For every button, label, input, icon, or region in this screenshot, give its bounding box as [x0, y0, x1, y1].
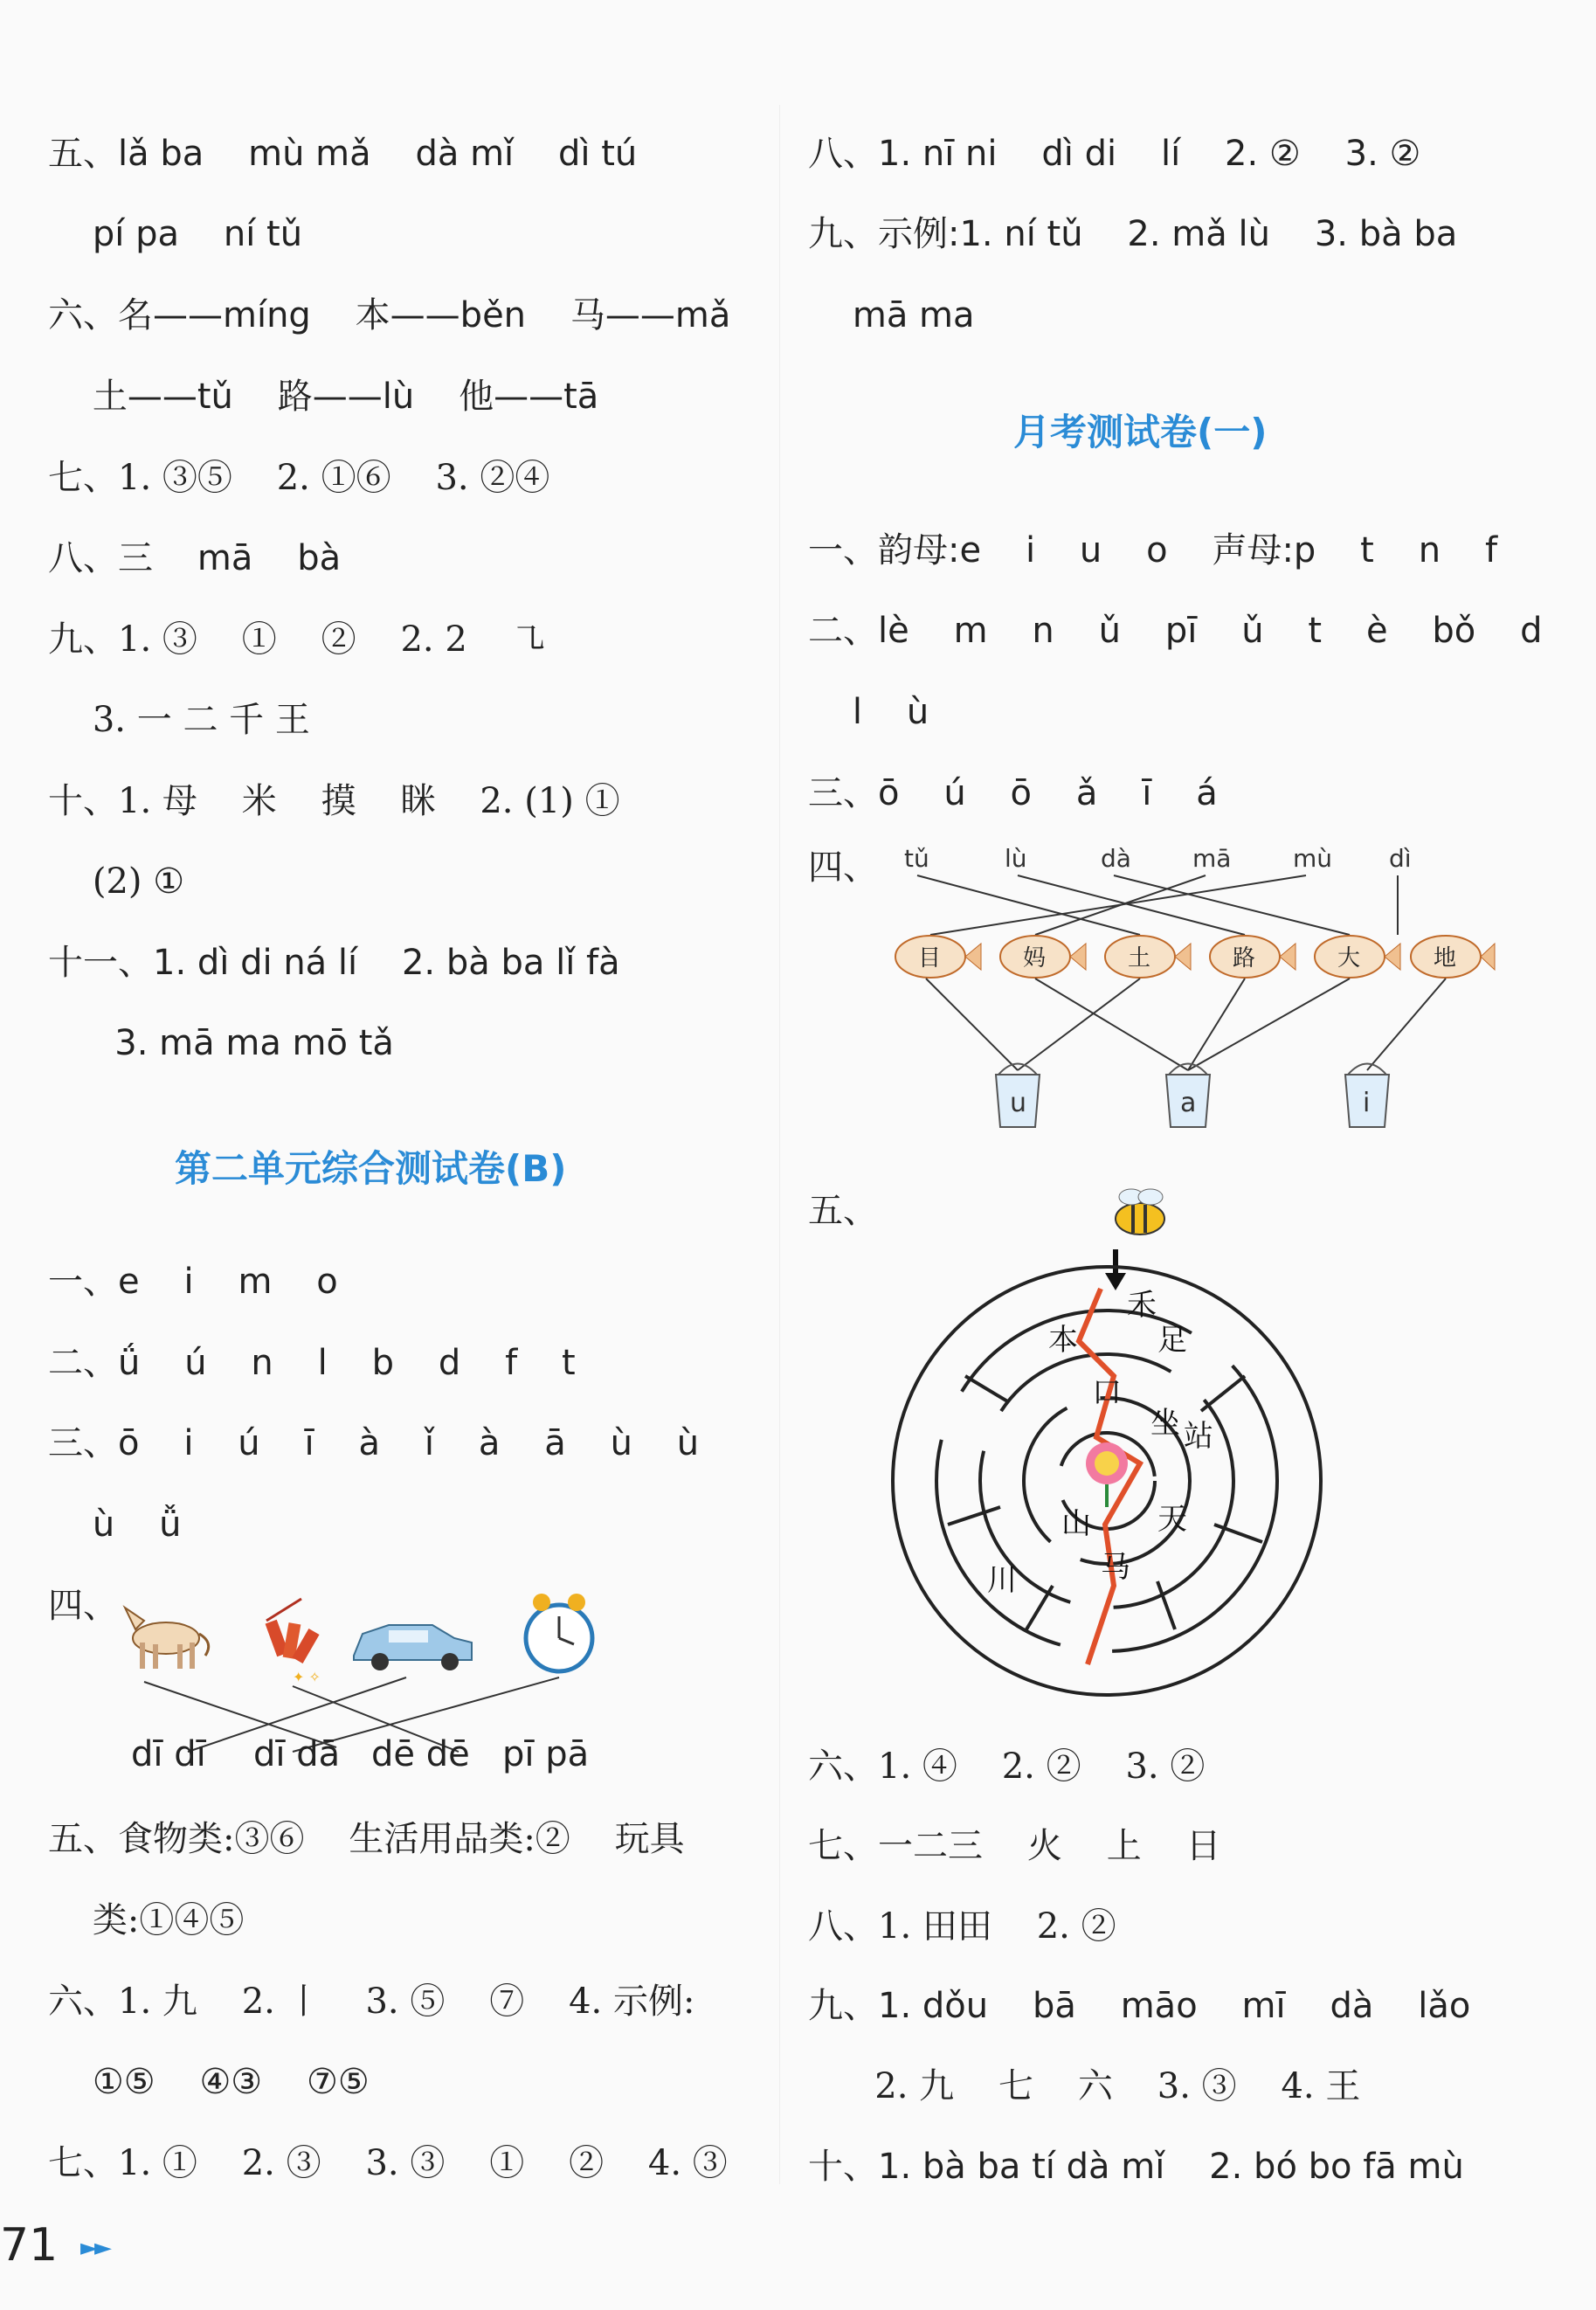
maze-char: 川 [987, 1563, 1017, 1598]
maze-char: 马 [1101, 1550, 1130, 1585]
answer-line: ①⑤ ④③ ⑦⑤ [48, 2062, 370, 2102]
pinyin-label: dē dē [371, 1734, 470, 1774]
bucket-label: i [1363, 1088, 1371, 1118]
answer-line: 十一、1. dì di ná lí 2. bà ba lǐ fà [48, 943, 620, 983]
maze-char: 天 [1157, 1502, 1187, 1537]
answer-line: 六、1. ④ 2. ② 3. ② [808, 1746, 1206, 1787]
answer-line: 六、1. 九 2. 丨 3. ⑤ ⑦ 4. 示例: [48, 1981, 695, 2022]
answer-line: 三、ō i ú ī à ǐ à ā ù ù [48, 1423, 700, 1463]
pinyin-label: dī dī [131, 1734, 206, 1774]
fish-char: 路 [1233, 945, 1256, 972]
fish-pinyin-top: lù [1005, 844, 1027, 873]
fish-char: 妈 [1023, 945, 1047, 972]
maze-char: 坐 [1150, 1406, 1180, 1441]
firecracker-icon [266, 1599, 321, 1685]
answer-line: 五、 [808, 1191, 878, 1231]
answer-line: 九、1. dǒu bā māo mī dà lǎo [808, 1986, 1471, 2026]
answer-line: 2. 九 七 六 3. ③ 4. 王 [808, 2066, 1361, 2106]
answer-line: 四、 [808, 847, 878, 888]
answer-line: 十、1. bà ba tí dà mǐ 2. bó bo fā mù [808, 2147, 1464, 2187]
section-heading: 月考测试卷(一) [1013, 411, 1268, 453]
column-separator [779, 105, 780, 2184]
answer-line: 一、e i m o [48, 1262, 338, 1302]
pinyin-label: pī pā [502, 1734, 590, 1774]
answer-line: (2) ① [48, 861, 185, 902]
fish-pinyin-top: dà [1101, 844, 1131, 873]
answer-line: 3. 一 二 千 王 [48, 700, 310, 740]
svg-text:✦ ✧: ✦ ✧ [293, 1669, 321, 1685]
maze-char: 山 [1061, 1506, 1091, 1541]
page-number: 71 [0, 2219, 59, 2272]
fish-pinyin-top: dì [1389, 844, 1412, 873]
bucket-label: u [1010, 1088, 1027, 1118]
maze-char: 口 [1092, 1375, 1122, 1410]
next-arrow-icon: ►► [80, 2235, 108, 2261]
answer-line: 八、三 mā bà [48, 538, 342, 578]
pinyin-label: dī dā [253, 1734, 341, 1774]
maze-char: 足 [1157, 1323, 1187, 1358]
bee-icon [1116, 1189, 1164, 1235]
answer-line: 四、 [48, 1586, 118, 1626]
answer-line: 十、1. 母 米 摸 眯 2. (1) ① [48, 781, 620, 821]
answer-line: 七、1. ③⑤ 2. ①⑥ 3. ②④ [48, 458, 550, 498]
answer-line: mā ma [808, 295, 975, 335]
horse-icon [125, 1608, 209, 1669]
answer-line: 一、韵母:e i u o 声母:p t n f [808, 530, 1498, 571]
answer-line: l ù [808, 692, 929, 732]
fish-pinyin-top: tǔ [904, 844, 929, 873]
answer-line: 五、食物类:③⑥ 生活用品类:② 玩具 [48, 1819, 685, 1859]
answer-line: 3. mā ma mō tǎ [48, 1023, 394, 1063]
fish-matching-illustration [878, 839, 1507, 1136]
answer-line: 七、一二三 火 上 日 [808, 1826, 1221, 1866]
answer-line: 六、名——míng 本——běn 马——mǎ [48, 295, 731, 335]
fish-pinyin-top: mā [1192, 844, 1232, 873]
fish-pinyin-top: mù [1293, 844, 1333, 873]
maze-char: 本 [1048, 1323, 1078, 1358]
answer-line: 八、1. nī ni dì di lí 2. ② 3. ② [808, 134, 1421, 174]
answer-line: 七、1. ① 2. ③ 3. ③ ① ② 4. ③ [48, 2143, 728, 2183]
answer-line: 二、ǘ ú n l b d f t [48, 1343, 576, 1383]
answer-line: pí pa ní tǔ [48, 214, 303, 254]
fish-char: 地 [1434, 945, 1457, 972]
answer-line: 土——tǔ 路——lù 他——tā [48, 377, 599, 417]
arrow-down-icon [1105, 1249, 1126, 1290]
answer-line: 八、1. 田田 2. ② [808, 1906, 1116, 1947]
answer-line: 二、lè m n ǔ pī ǔ t è bǒ d [808, 611, 1543, 651]
answer-line: 三、ō ú ō ǎ ī á [808, 773, 1218, 813]
fish-char: 目 [918, 945, 942, 972]
fish-char: 土 [1128, 945, 1151, 972]
section-heading: 第二单元综合测试卷(B) [175, 1147, 567, 1190]
fish-char: 大 [1337, 945, 1361, 972]
answer-line: 五、lǎ ba mù mǎ dà mǐ dì tú [48, 134, 638, 174]
answer-line: 九、1. ③ ① ② 2. 2 ㇈ [48, 619, 547, 660]
car-icon [354, 1625, 472, 1670]
answer-line: 九、示例:1. ní tǔ 2. mǎ lù 3. bà ba [808, 214, 1458, 254]
maze-illustration [878, 1175, 1367, 1717]
fish-row [895, 936, 1495, 978]
maze-char: 禾 [1127, 1288, 1157, 1323]
bucket-label: a [1180, 1088, 1197, 1118]
alarm-clock-icon [526, 1594, 592, 1671]
answer-line: ù ǚ [48, 1504, 182, 1545]
maze-char: 站 [1184, 1419, 1213, 1454]
answer-line: 类:①④⑤ [48, 1900, 245, 1940]
